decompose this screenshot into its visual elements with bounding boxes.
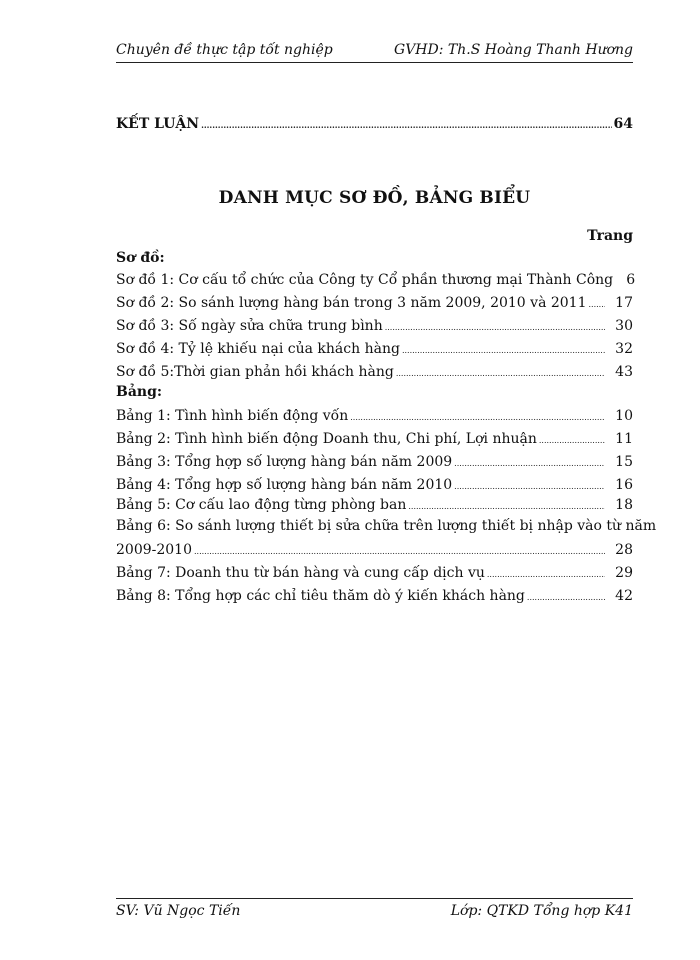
bang-item-text: Bảng 7: Doanh thu từ bán hàng và cung cấp dịch vụ — [116, 565, 485, 581]
bang-item-page: 15 — [615, 454, 633, 470]
bang-item-6 — [116, 542, 633, 558]
bang-item-4 — [116, 477, 633, 493]
so-do-item-page: 30 — [615, 318, 633, 334]
bang-item-page: 16 — [615, 477, 633, 493]
bang-item-text: Bảng 4: Tổng hợp số lượng hàng bán năm 2010 — [116, 477, 453, 493]
so-do-item-page: 43 — [615, 364, 633, 380]
dot-leader — [402, 341, 605, 357]
bang-item-5 — [116, 497, 633, 513]
dot-leader — [350, 408, 605, 424]
dot-leader — [454, 477, 605, 493]
dot-leader — [194, 542, 605, 558]
footer-right: Lớp: QTKD Tổng hợp K41 — [450, 903, 633, 919]
bang-item-text: Bảng 1: Tình hình biến động vốn — [116, 408, 349, 424]
bang-item-page: 42 — [615, 588, 633, 604]
so-do-item-page: 32 — [615, 341, 633, 357]
dot-leader — [527, 588, 605, 604]
header-right: GVHD: Th.S Hoàng Thanh Hương — [394, 42, 633, 58]
bang-item-1 — [116, 408, 633, 424]
bang-item-page: 28 — [615, 542, 633, 558]
bang-item-text: Bảng 8: Tổng hợp các chỉ tiêu thăm dò ý kiến khách hàng — [116, 588, 525, 604]
bang-item-text: 2009-2010 — [116, 542, 192, 558]
bang-item-7 — [116, 565, 633, 581]
bang-item-page: 18 — [615, 497, 633, 513]
so-do-item-5 — [116, 364, 633, 380]
footer-left: SV: Vũ Ngọc Tiến — [116, 903, 241, 919]
bang-item-page: 11 — [615, 431, 633, 447]
bang-heading: Bảng: — [116, 384, 163, 400]
bang-item-text: Bảng 5: Cơ cấu lao động từng phòng ban — [116, 497, 407, 513]
toc-ketluan-label: KẾT LUẬN — [116, 116, 200, 132]
so-do-heading: Sơ đồ: — [116, 250, 165, 266]
bang-item-text: Bảng 3: Tổng hợp số lượng hàng bán năm 2009 — [116, 454, 453, 470]
dot-leader — [454, 454, 605, 470]
so-do-item-page: 17 — [615, 295, 633, 311]
bang-item-2 — [116, 431, 633, 447]
dot-leader — [385, 318, 605, 334]
bang-item-8 — [116, 588, 633, 604]
so-do-item-text: Sơ đồ 2: So sánh lượng hàng bán trong 3 năm 2009, 2010 và 2011 — [116, 295, 587, 311]
so-do-item-4 — [116, 341, 633, 357]
bang-item-text: Bảng 2: Tình hình biến động Doanh thu, Chi phí, Lợi nhuận — [116, 431, 537, 447]
toc-ketluan — [116, 116, 633, 132]
so-do-item-page: 6 — [626, 272, 636, 288]
dot-leader — [396, 364, 605, 380]
so-do-item-text: Sơ đồ 5:Thời gian phản hồi khách hàng — [116, 364, 394, 380]
bang-item-page: 29 — [615, 565, 633, 581]
header-left: Chuyên đề thực tập tốt nghiệp — [116, 42, 333, 58]
bang-item-3 — [116, 454, 633, 470]
so-do-item-3 — [116, 318, 633, 334]
page-footer — [116, 898, 633, 921]
dot-leader — [539, 431, 605, 447]
so-do-item-2 — [116, 295, 633, 311]
page-header — [116, 40, 633, 63]
dot-leader — [408, 497, 605, 513]
bang-item-page: 10 — [615, 408, 633, 424]
so-do-item-1 — [116, 272, 636, 288]
bang-item-6-line1: Bảng 6: So sánh lượng thiết bị sửa chữa trên lượng thiết bị nhập vào từ năm — [116, 518, 657, 534]
so-do-item-text: Sơ đồ 4: Tỷ lệ khiếu nại của khách hàng — [116, 341, 400, 357]
dot-leader — [487, 565, 605, 581]
trang-label: Trang — [587, 228, 633, 244]
so-do-item-text: Sơ đồ 1: Cơ cấu tổ chức của Công ty Cổ phần thương mại Thành Công — [116, 272, 614, 288]
toc-ketluan-page: 64 — [613, 116, 633, 132]
dot-leader — [589, 295, 606, 311]
page-title: DANH MỤC SƠ ĐỒ, BẢNG BIỂU — [218, 188, 531, 208]
so-do-item-text: Sơ đồ 3: Số ngày sửa chữa trung bình — [116, 318, 383, 334]
dot-leader — [201, 116, 611, 132]
